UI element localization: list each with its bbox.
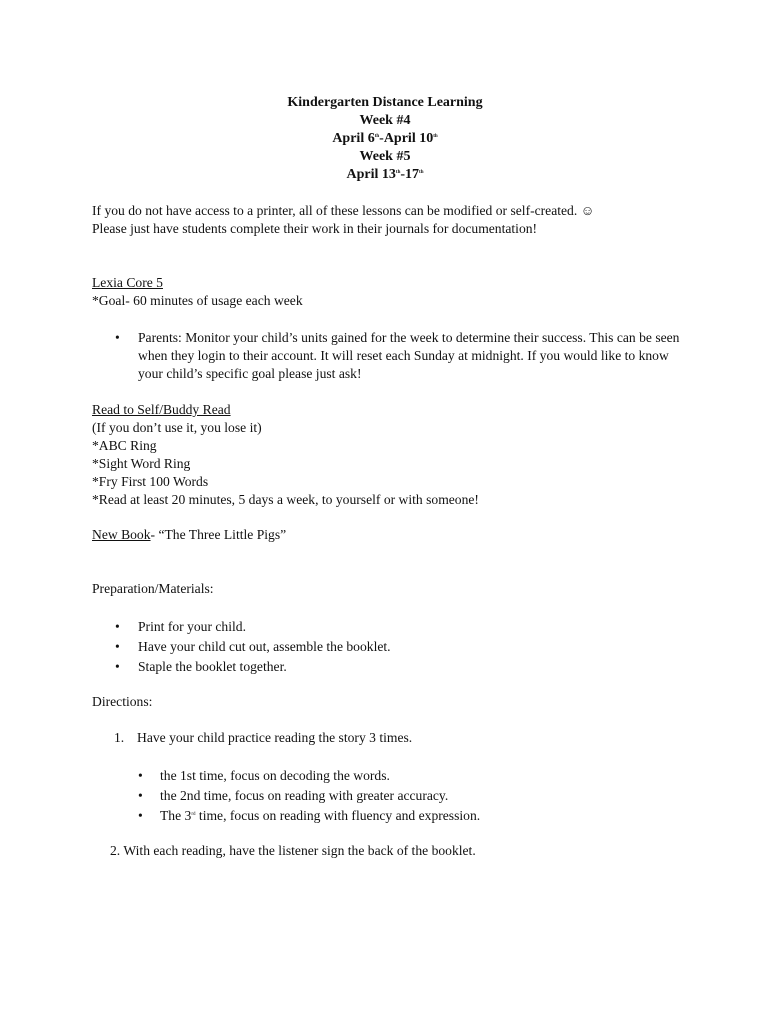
list-item [138,786,480,806]
directions-heading: Directions: [92,694,153,709]
read-line: *Read at least 20 minutes, 5 days a week, to yourself or with someone! [92,492,479,507]
ordinal-suffix: th [374,134,380,139]
lexia-section [92,274,303,310]
reading-focus-list [138,766,480,826]
read-line: *Sight Word Ring [92,456,191,471]
read-line: *ABC Ring [92,438,157,453]
bullet-icon: • [115,330,120,345]
ordinal-suffix: th [433,134,438,139]
list-item: • Staple the booklet together. [92,657,391,677]
ordinal-suffix: rd [191,812,196,817]
list-item-text: the 2nd time, focus on reading with greater accuracy. [160,788,449,803]
bullet-icon: • [138,808,143,823]
list-item: • Have your child cut out, assemble the booklet. [92,637,391,657]
directions-step-1 [114,729,413,747]
read-section [92,401,479,509]
step-number: 1. [114,730,125,745]
list-item [138,766,480,786]
week-5-dates [0,166,770,184]
read-line: *Fry First 100 Words [92,474,209,489]
new-book-line [92,526,286,544]
lexia-heading: Lexia Core 5 [92,275,163,290]
lexia-bullet-text: Parents: Monitor your child’s units gained for the week to determine their success. This can be seen when they login to their account. It will reset each Sunday at midnight. If you would like to know your child’s specific goal please just ask! [138,330,680,381]
directions-step-2: 2. With each reading, have the listener sign the back of the booklet. [110,843,476,858]
prep-heading: Preparation/Materials: [92,581,214,596]
new-book-label: New Book [92,527,151,542]
week-4-label: Week #4 [359,113,411,128]
intro-line: Please just have students complete their work in their journals for documentation! [92,221,538,236]
read-line: (If you don’t use it, you lose it) [92,420,262,435]
document-header [0,94,770,184]
intro-paragraph [92,202,595,238]
list-item-text: The 3 [160,808,192,823]
list-item [138,806,480,826]
new-book-title: - “The Three Little Pigs” [150,527,287,542]
ordinal-suffix: th [395,170,401,175]
list-item: • Print for your child. [92,617,391,637]
step-text: Have your child practice reading the story 3 times. [137,730,413,745]
list-item-text: time, focus on reading with fluency and expression. [195,808,481,823]
date-text: -April 10 [379,131,434,146]
week-4-dates [0,130,770,148]
bullet-icon: • [138,768,143,783]
date-text: April 13 [346,167,396,182]
week-5-label: Week #5 [359,149,411,164]
lexia-goal: *Goal- 60 minutes of usage each week [92,293,303,308]
read-heading: Read to Self/Buddy Read [92,402,231,417]
title-line: Kindergarten Distance Learning [287,95,483,110]
intro-line: If you do not have access to a printer, all of these lessons can be modified or self-created. ☺ [92,203,595,218]
prep-list [92,617,391,677]
date-text: -17 [400,167,420,182]
ordinal-suffix: th [419,170,424,175]
bullet-icon: • [138,788,143,803]
list-item-text: the 1st time, focus on decoding the words. [160,768,390,783]
date-text: April 6 [332,131,375,146]
